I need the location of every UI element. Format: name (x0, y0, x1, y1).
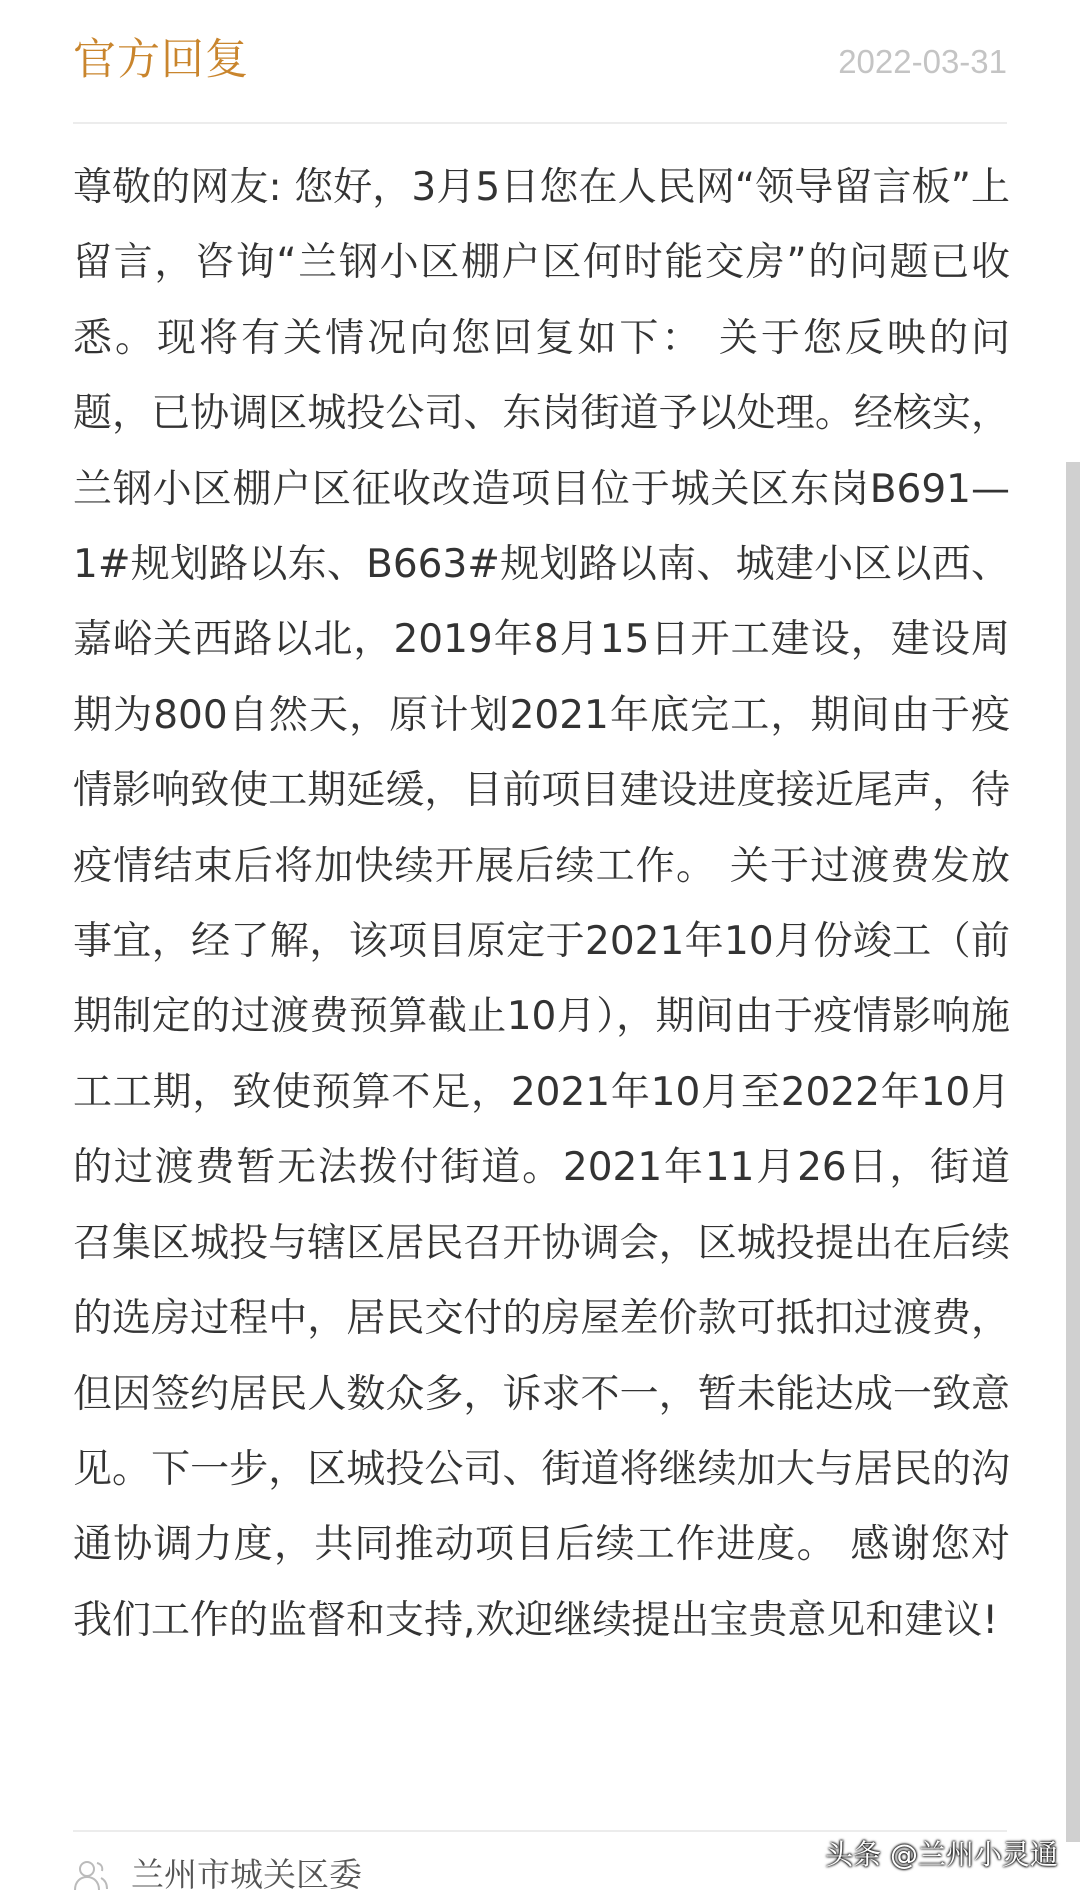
watermark: 头条 @兰州小灵通 (825, 1838, 1058, 1871)
author-row[interactable] (73, 1850, 362, 1895)
user-icon (73, 1857, 109, 1893)
author-name: 兰州市城关区委 (131, 1855, 362, 1894)
reply-header (73, 30, 1007, 124)
reply-date: 2022-03-31 (838, 43, 1007, 80)
scrollbar[interactable] (1066, 0, 1080, 1895)
scrollbar-thumb[interactable] (1066, 462, 1080, 1842)
footer-divider (73, 1830, 1007, 1832)
page-title: 官方回复 (73, 35, 249, 85)
reply-text: 尊敬的网友: 您好，3月5日您在人民网“领导留言板”上留言，咨询“兰钢小区棚户区何时能交房”的问题已收悉。现将有关情况向您回复如下： 关于您反映的问题，已协调区城投公司、东岗街道予以处理。经核实，兰钢小区棚户区征收改造项目位于城关区东岗B691—1#规划路以东、B663#规划路以南、城建小区以西、嘉峪关西路以北，2019年8月15日开工建设，建设周期为800自然天，原计划2021年底完工，期间由于疫情影响致使工期延缓，目前项目建设进度接近尾声，待疫情结束后将加快续开展后续工作。 关于过渡费发放事宜，经了解，该项目原定于2021年10月份竣工（前期制定的过渡费预算截止10月），期间由于疫情影响施工工期，致使预算不足，2021年10月至2022年10月的过渡费暂无法拨付街道。2021年11月26日，街道召集区城投与辖区居民召开协调会，区城投提出在后续的选房过程中，居民交付的房屋差价款可抵扣过渡费，但因签约居民人数众多，诉求不一，暂未能达成一致意见。下一步，区城投公司、街道将继续加大与居民的沟通协调力度，共同推动项目后续工作进度。 感谢您对我们工作的监督和支持,欢迎继续提出宝贵意见和建议! (73, 165, 1010, 1643)
